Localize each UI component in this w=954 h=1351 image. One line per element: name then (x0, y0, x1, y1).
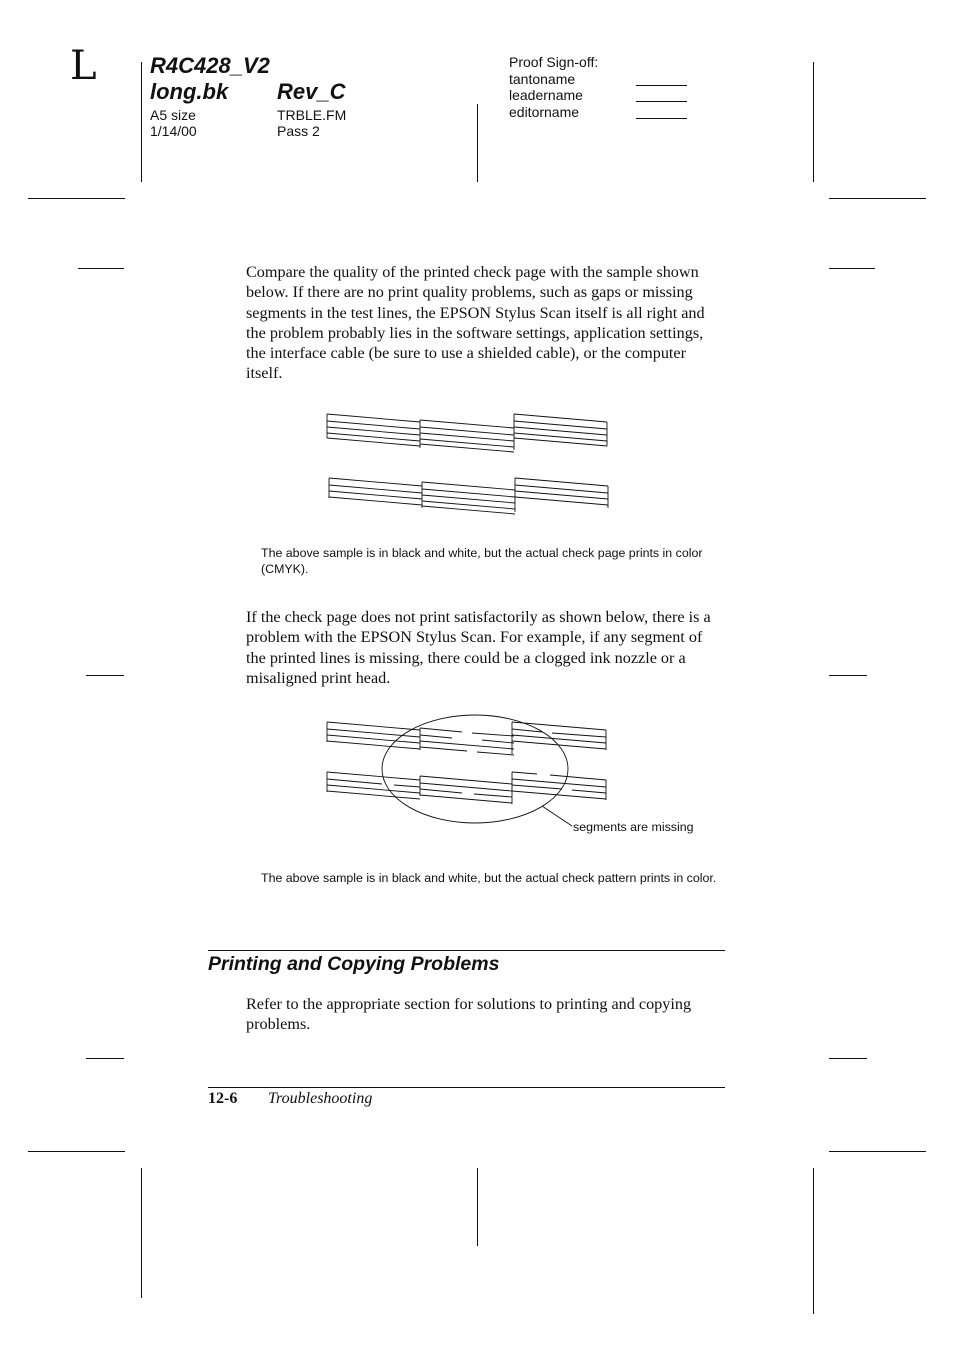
crop-mark (141, 1168, 142, 1298)
signoff-line-2 (636, 101, 687, 102)
faulty-block-bottom-middle (420, 772, 512, 804)
crop-mark (829, 198, 926, 199)
section-paragraph: Refer to the appropriate section for solutions to printing and copying problems. (246, 995, 692, 1034)
header-pass: Pass 2 (277, 123, 320, 139)
trim-mark (829, 1058, 867, 1059)
callout-leader-line (542, 806, 572, 826)
pattern-block-top-left (327, 414, 420, 446)
proof-name-1: tantoname (509, 70, 576, 87)
good-check-pattern-figure (322, 410, 617, 518)
crop-mark (28, 1151, 125, 1152)
corner-letter-mark: L (70, 43, 97, 89)
proof-name-2: leadername (509, 87, 583, 103)
faulty-block-bottom-left (327, 772, 420, 799)
proof-name-3: editorname (509, 103, 580, 120)
header-date: 1/14/00 (150, 123, 197, 139)
trim-mark (86, 1058, 124, 1059)
pattern-block-bottom-left (329, 478, 422, 505)
footer-rule (208, 1087, 725, 1088)
pattern-block-top-right (514, 414, 607, 446)
crop-mark (141, 62, 142, 182)
header-book: long.bk (150, 79, 229, 104)
signoff-line-3 (636, 118, 687, 119)
faulty-block-top-middle (420, 722, 514, 755)
header-size: A5 size (150, 107, 196, 123)
crop-mark (28, 198, 125, 199)
caption-faulty-sample: The above sample is in black and white, but the actual check pattern prints in color. (261, 871, 717, 885)
crop-mark (477, 1168, 478, 1246)
signoff-line-1 (636, 85, 687, 86)
faulty-block-bottom-right (512, 772, 606, 800)
crop-mark (813, 62, 814, 182)
crop-mark (813, 1168, 814, 1314)
pattern-block-bottom-middle (422, 478, 515, 514)
crop-mark (477, 104, 478, 182)
callout-label: segments are missing (573, 820, 694, 834)
section-heading: Printing and Copying Problems (208, 953, 500, 975)
caption-good-sample: The above sample is in black and white, but the actual check page prints in color (CMYK). (261, 546, 703, 576)
trim-mark (86, 675, 124, 676)
pattern-block-bottom-right (515, 478, 608, 508)
pattern-block-top-middle (420, 414, 514, 452)
problem-paragraph: If the check page does not print satisfactorily as shown below, there is a problem with the EPSON Stylus Scan. For example, if any segment of the printed lines is missing, there could be a clogged ink nozzle or a misaligned print head. (246, 608, 711, 687)
missing-segments-highlight-ellipse (382, 715, 568, 823)
trim-mark (829, 675, 867, 676)
crop-mark (829, 1151, 926, 1152)
header-model: R4C428_V2 (150, 53, 270, 78)
section-rule (208, 950, 725, 951)
header-file: TRBLE.FM (277, 107, 347, 123)
intro-paragraph: Compare the quality of the printed check page with the sample shown below. If there are no print quality problems, such as gaps or missing segments in the test lines, the EPSON Stylus Scan itself is all right and the problem probably lies in the software settings, application settings, the interface cable (be sure to use a shielded cable), or the computer itself. (246, 263, 705, 383)
header-revision: Rev_C (277, 79, 346, 104)
trim-mark (78, 268, 124, 269)
faulty-block-top-left (327, 722, 420, 749)
proof-title: Proof Sign-off: (509, 54, 599, 70)
trim-mark (829, 268, 875, 269)
faulty-check-pattern-figure (322, 710, 622, 830)
chapter-title: Troubleshooting (268, 1090, 373, 1107)
page-number: 12-6 (208, 1090, 238, 1107)
proof-signoff (509, 54, 598, 120)
